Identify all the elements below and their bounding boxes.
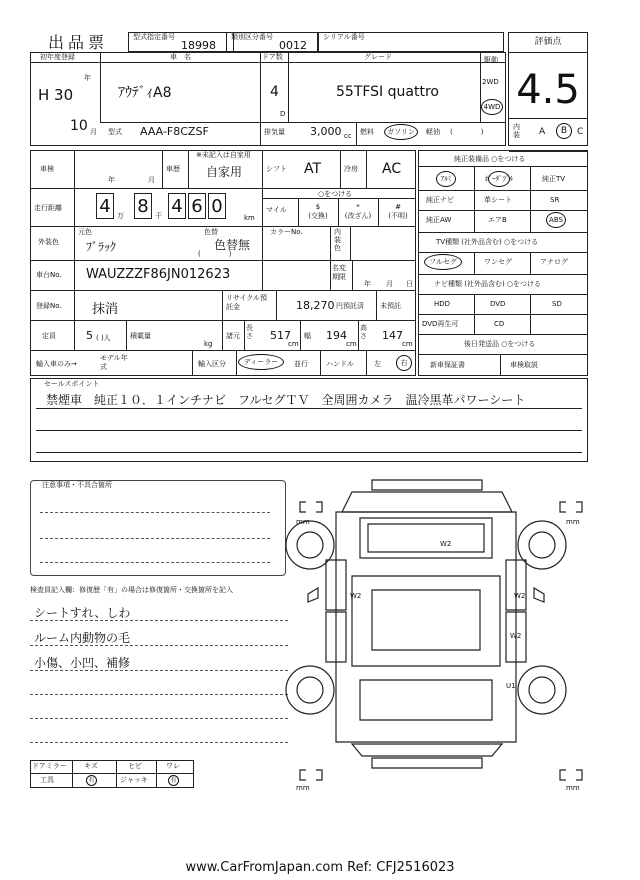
- grade-label: グレード: [364, 53, 392, 61]
- opt-aw: 純正AW: [426, 216, 452, 224]
- opt-sr: SR: [550, 196, 560, 204]
- handle-left: 左: [374, 360, 381, 368]
- mile-option: マイル: [266, 206, 287, 214]
- mileage-digit-3: 4: [168, 193, 186, 219]
- recycle-value: 18,270: [296, 299, 335, 312]
- repaint-label: 色替: [204, 228, 218, 236]
- aircon: AC: [382, 161, 402, 177]
- rating-label: 評価点: [509, 33, 587, 53]
- navi-header: ナビ種類 (社外品含む) ○をつける: [434, 280, 542, 288]
- damage-mark-left-front-door: W2: [350, 592, 362, 600]
- length-label: 長さ: [246, 324, 253, 340]
- light-oil-label: 軽油: [426, 128, 440, 136]
- handle-label: ハンドル: [326, 360, 354, 368]
- name-change-day-unit: 日: [406, 280, 413, 288]
- shaken-year-unit: 年: [108, 176, 115, 184]
- unknown-option: # (不明): [388, 203, 408, 220]
- length-value: 517: [270, 329, 291, 342]
- navi-cd: CD: [494, 320, 505, 328]
- registration-number: 抹消: [92, 302, 119, 317]
- repaint-paren: ( ): [198, 250, 232, 258]
- tv-header: TV種類 (社外品含む) ○をつける: [436, 238, 539, 246]
- fuel-label: 燃料: [360, 128, 374, 136]
- first-reg-label: 初年度登録: [40, 53, 75, 61]
- mileage-label: 走行距離: [34, 204, 62, 212]
- import-label: 輸入車のみ→: [36, 360, 77, 368]
- mileage-digit-2: 8: [134, 193, 152, 219]
- drive-label: 駆動: [484, 56, 498, 64]
- sheet-title: 出品票: [48, 33, 109, 52]
- height-value: 147: [382, 329, 403, 342]
- repaint: 色替無: [214, 238, 251, 252]
- defects-title: 注意事項・不具合箇所: [42, 481, 112, 489]
- chassis-label: 車台No.: [36, 271, 62, 279]
- capacity-value: 5: [86, 329, 93, 342]
- recycle-label: リサイクル預託金: [226, 294, 268, 311]
- interior-label: 内装: [513, 123, 520, 139]
- shift: AT: [304, 161, 322, 177]
- inspector-line-1: シートすれ、しわ: [34, 606, 131, 620]
- import-type-label: 輸入区分: [198, 360, 226, 368]
- tv-analog: アナログ: [540, 258, 568, 266]
- mileage-digit-1: 4: [96, 193, 114, 219]
- serial-label: シリアル番号: [323, 33, 365, 41]
- door-label: ドア数: [262, 53, 283, 61]
- unpaid-label: 未預託: [380, 302, 401, 310]
- load-kg-unit: kg: [204, 340, 213, 348]
- later-warranty: 新車保証書: [430, 361, 465, 369]
- fuel-gasoline: ガソリン: [384, 124, 418, 140]
- category-note: ※未記入は自家用: [196, 151, 251, 159]
- sales-label: セールスポイント: [44, 380, 100, 388]
- navi-dvd: DVD: [490, 300, 506, 308]
- first-reg-month: 10: [70, 118, 88, 134]
- displacement-label: 排気量: [264, 128, 285, 136]
- handle-right: 右: [396, 355, 412, 371]
- interior-opt-c: C: [577, 127, 584, 137]
- legend-mirror: ドアミラー: [32, 762, 67, 770]
- car-name: ｱｳﾃﾞｨA8: [118, 85, 172, 101]
- legend-jack-yes: 有: [168, 775, 179, 786]
- mileage-km-unit: km: [244, 214, 255, 222]
- name-change-year-unit: 年: [364, 280, 371, 288]
- damage-mark-right-rear-door: W2: [510, 632, 522, 640]
- equip-header: 純正装備品 ○をつける: [454, 155, 526, 163]
- legend-tools-yes: 有: [86, 775, 97, 786]
- door-type: D: [280, 110, 286, 118]
- original-color: ﾌﾞﾗｯｸ: [86, 240, 117, 254]
- name-change-month-unit: 月: [386, 280, 393, 288]
- model-no: 18998: [181, 39, 216, 52]
- grade: 55TFSI quattro: [336, 84, 439, 100]
- aircon-label: 冷房: [344, 165, 358, 173]
- mm-front-right: mm: [566, 518, 580, 526]
- inspector-note: 検査員記入欄：修復歴「有」の場合は修復箇所・交換箇所を記入: [30, 586, 233, 594]
- navi-dvd-play: DVD再生可: [422, 320, 459, 328]
- damage-mark-hood: W2: [440, 540, 452, 548]
- category-label: 車歴: [166, 165, 180, 173]
- navi-hdd: HDD: [434, 300, 451, 308]
- registration-label: 登録No.: [36, 302, 62, 310]
- capacity-label: 定員: [42, 332, 56, 340]
- type-label: 型式: [108, 128, 122, 136]
- model-no-label: 型式指定番号: [133, 33, 175, 41]
- legend-jack: ジャッキ: [120, 776, 148, 784]
- shift-label: シフト: [266, 165, 287, 173]
- tv-oneseg: ワンセグ: [484, 258, 512, 266]
- shaken-month-unit: 月: [148, 176, 155, 184]
- tamper-option: * (改ざん): [344, 203, 372, 220]
- swap-option: $ (交換): [308, 203, 328, 220]
- footer-watermark: www.CarFromJapan.com Ref: CFJ2516023: [185, 860, 455, 875]
- tv-fullseg: フルセグ: [424, 254, 462, 270]
- opt-tv: 純正TV: [542, 175, 566, 183]
- name-change-label: 名変期限: [332, 264, 346, 281]
- chassis-number: WAUZZZF86JN012623: [86, 267, 231, 282]
- body-dims-label: 諸元: [226, 332, 240, 340]
- opt-leather: 革シート: [484, 196, 512, 204]
- interior-opt-b: B: [556, 123, 572, 139]
- mm-rear-right: mm: [566, 784, 580, 792]
- first-reg-month-unit: 月: [90, 128, 97, 136]
- mm-rear-left: mm: [296, 784, 310, 792]
- damage-mark-right-rear-fender: U1: [506, 682, 516, 690]
- opt-navi: 純正ナビ: [426, 196, 454, 204]
- interior-opt-a: A: [539, 127, 546, 137]
- mileage-digit-4: 6: [188, 193, 206, 219]
- category: 自家用: [206, 165, 243, 179]
- class-no-label: 類別区分番号: [231, 33, 273, 41]
- color-no-label: カラーNo.: [270, 228, 303, 236]
- inspector-line-2: ルーム内動物の毛: [34, 631, 131, 645]
- mileage-circle-note: ○をつける: [318, 190, 353, 198]
- damage-mark-right-front-door: W2: [514, 592, 526, 600]
- interior-color-label: 内装色: [334, 228, 341, 252]
- later-manual: 車検取説: [510, 361, 538, 369]
- mileage-digit-5: 0: [208, 193, 226, 219]
- legend-tools: 工具: [40, 776, 54, 784]
- shaken-label: 車検: [40, 165, 54, 173]
- class-no: 0012: [279, 39, 307, 52]
- displacement: 3,000: [310, 125, 342, 138]
- type-value: AAA-F8CZSF: [140, 125, 209, 138]
- first-reg-year-unit: 年: [84, 74, 91, 82]
- load-label: 積載量: [130, 332, 151, 340]
- door-count: 4: [270, 84, 279, 100]
- inspector-line-3: 小傷、小凹、補修: [34, 656, 131, 670]
- drive-2wd: 2WD: [482, 78, 499, 86]
- car-name-label: 車 名: [170, 53, 191, 61]
- model-year-label: モデル年式: [100, 354, 128, 371]
- first-reg-year: H 30: [38, 86, 74, 104]
- width-cm-unit: cm: [346, 340, 357, 348]
- drive-4wd: 4WD: [481, 99, 503, 115]
- cc-unit: cc: [344, 132, 352, 140]
- capacity-unit: ( )人: [96, 334, 111, 342]
- mm-front-left: mm: [296, 518, 310, 526]
- height-label: 高さ: [360, 324, 367, 340]
- mileage-man-unit: 万: [117, 212, 124, 220]
- navi-sd: SD: [552, 300, 562, 308]
- mileage-sen-unit: 千: [155, 212, 162, 220]
- opt-portable: ﾎﾟｰﾀﾞﾌﾞﾙ: [488, 171, 510, 187]
- length-cm-unit: cm: [288, 340, 299, 348]
- width-label: 幅: [304, 332, 311, 340]
- sales-text: 禁煙車 純正１０．１インチナビ フルセグＴＶ 全周囲カメラ 温冷黒革パワーシート: [46, 393, 526, 407]
- opt-airbag: エアB: [488, 216, 507, 224]
- legend-break: ワレ: [166, 762, 180, 770]
- rating-value: 4.5: [516, 67, 580, 113]
- height-cm-unit: cm: [402, 340, 413, 348]
- import-parallel: 並行: [294, 360, 308, 368]
- later-header: 後日発送品 ○をつける: [464, 340, 536, 348]
- color-label: 外装色: [38, 238, 59, 246]
- width-value: 194: [326, 329, 347, 342]
- opt-abs: ABS: [546, 212, 566, 228]
- original-color-label: 元色: [78, 228, 92, 236]
- legend-scratch: キズ: [84, 762, 98, 770]
- recycle-unit: 円預託済: [336, 302, 364, 310]
- legend-crack: ヒビ: [128, 762, 142, 770]
- opt-alumi: ｱﾙﾐ: [436, 171, 456, 187]
- light-oil-paren: ( ): [450, 128, 484, 136]
- import-dealer: ディーラー: [238, 354, 284, 370]
